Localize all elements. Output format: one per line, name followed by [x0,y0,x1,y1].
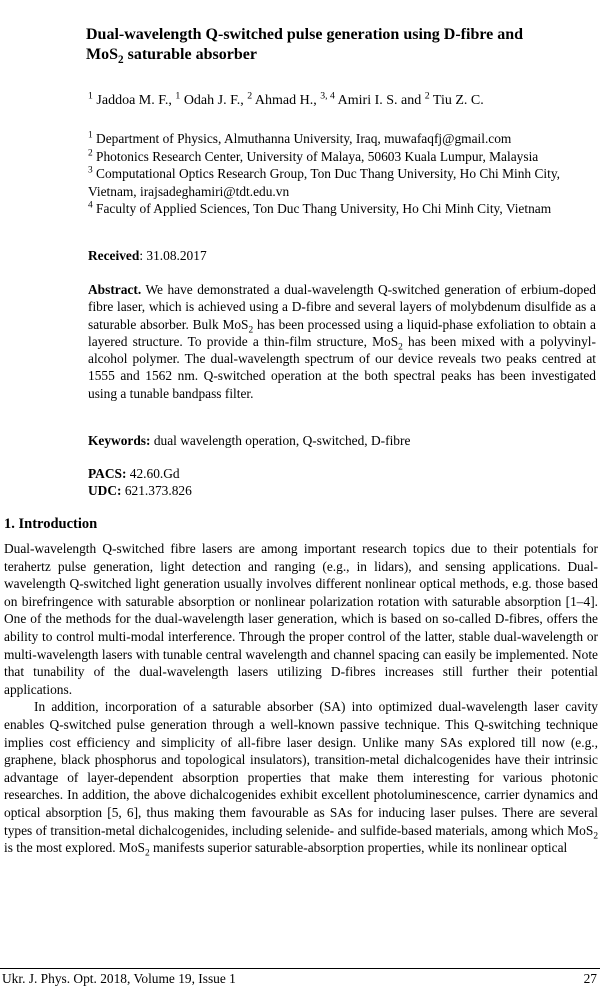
keywords-label: Keywords: [88,433,151,448]
affiliation-list [88,130,596,218]
received-value: : 31.08.2017 [139,248,207,263]
paragraph-subscript: 2 [144,848,150,859]
author-name: Tiu Z. C. [429,93,484,108]
affiliation-text: Photonics Research Center, University of Malaya, 50603 Kuala Lumpur, Malaysia [92,148,539,164]
author-name: Odah J. F., [180,93,248,108]
udc-label: UDC: [88,483,122,498]
author-list [88,92,593,110]
footer-rule [0,968,600,969]
received-date [88,248,207,264]
affiliation-sup: 2 [88,148,93,159]
abstract-text: has been mixed with a polyvinyl-alcohol polymer. The dual-wavelength spectrum of our device reveals two peaks centred at 1555 and 1562 nm. Q-switched operation at the both spectral peaks has been investigated using a tunable bandpass filter. [88,333,596,401]
affiliation-item [88,148,596,166]
keywords [88,433,596,449]
paragraph-text: is the most explored. MoS [4,840,145,856]
udc-value: 621.373.826 [121,483,192,498]
title-line-1: Dual-wavelength Q-switched pulse generation using D-fibre and [86,26,524,43]
affiliation-item [88,130,596,148]
affiliation-sup: 1 [88,130,93,141]
author-affil-sup: 2 [424,90,430,102]
footer-page-number: 27 [583,971,597,986]
abstract-label: Abstract. [88,282,142,297]
received-label: Received [88,248,140,263]
author-affil-sup: 1 [175,90,181,102]
pacs-code [88,465,192,482]
affiliation-sup: 4 [88,200,93,211]
author-name: Amiri I. S. and [334,93,425,108]
author-name: Jaddoa M. F., [92,93,176,108]
classification-codes [88,465,192,499]
paragraph-text: manifests superior saturable-absorption properties, while its nonlinear optical [149,840,568,856]
pacs-label: PACS: [88,466,127,481]
paragraph: Dual-wavelength Q-switched fibre lasers are among important research topics due to their potentials for terahertz pulse generation, light detection and ranging (e.g., in lidars), and sensing applications. Dual-wavelength Q-switched light generation usually involves different nonlinear optical methods, e.g. those based on birefringence with saturable absorption or nonlinear polarization rotation with saturable absorption [1–4]. One of the methods for the dual-wavelength laser generation, which is based on so-called D-fibres, offers the ability to control multi-modal interference. Through the proper control of the latter, stable dual-wavelength or multi-wavelength lasers with tunable central wavelength and channel spacing can easily be implemented. Note that tunability of the dual-wavelength lasers utilizing D-fibres increases still further their potential applications. [4,541,598,697]
affiliation-item [88,200,596,218]
author-name: Ahmad H., [252,93,321,108]
keywords-value: dual wavelength operation, Q-switched, D-fibre [150,433,411,448]
title-line-2-end: saturable absorber [123,46,257,63]
paper-title [86,25,591,65]
author-affil-sup: 1 [88,90,93,102]
abstract-text: We have demonstrated a dual-wavelength Q-switched generation of erbium-doped fibre laser, which is achieved using a D-fibre and several layers of molybdenum disulfide as a saturable absorber. Bulk MoS [88,282,596,332]
title-line-2: MoS [86,46,118,63]
pacs-value: 42.60.Gd [126,466,180,481]
author-affil-sup: 2 [247,90,253,102]
udc-code [88,482,192,499]
affiliation-text: Computational Optics Research Group, Ton Duc Thang University, Ho Chi Minh City, Vietnam, irajsadeghamiri@tdt.edu.vn [88,166,560,199]
paragraph-text: In addition, incorporation of a saturable absorber (SA) into optimized dual-wavelength laser cavity enables Q-switched pulse generation through a well-known passive technique. This Q-switching technique implies cost efficiency and simplicity of all-fibre laser design. Unlike many SAs explored till now (e.g., graphene, black phosphorus and topological insulators), transition-metal dichalcogenides have their intrinsic advantage of layer-dependent absorption properties that make them interesting for various photonic researches. In addition, the above dichalcogenides exhibit excellent photoluminescence, carrier dynamics and optical absorption [5, 6], thus making them favourable as SAs for inducing laser pulses. There are several types of transition-metal dichalcogenides, including selenide- and sulfide-based materials, among which MoS [4,699,598,838]
body-text [4,540,598,857]
title-subscript: 2 [118,54,124,67]
affiliation-text: Department of Physics, Almuthanna University, Iraq, muwafaqfj@gmail.com [92,131,512,146]
affiliation-text: Faculty of Applied Sciences, Ton Duc Thang University, Ho Chi Minh City, Vietnam [92,201,552,216]
abstract-subscript: 2 [248,325,254,336]
abstract-subscript: 2 [398,342,403,353]
footer-journal: Ukr. J. Phys. Opt. 2018, Volume 19, Issue 1 [2,971,236,986]
paragraph [4,698,598,859]
paragraph-subscript: 2 [593,831,598,842]
abstract [88,281,596,402]
author-affil-sup: 3, 4 [320,90,335,102]
section-heading: 1. Introduction [4,516,98,532]
affiliation-item [88,165,596,200]
abstract-text: has been processed using a liquid-phase exfoliation to obtain a layered structure. To provide a thin-film structure, MoS [88,316,596,349]
affiliation-sup: 3 [88,165,93,176]
